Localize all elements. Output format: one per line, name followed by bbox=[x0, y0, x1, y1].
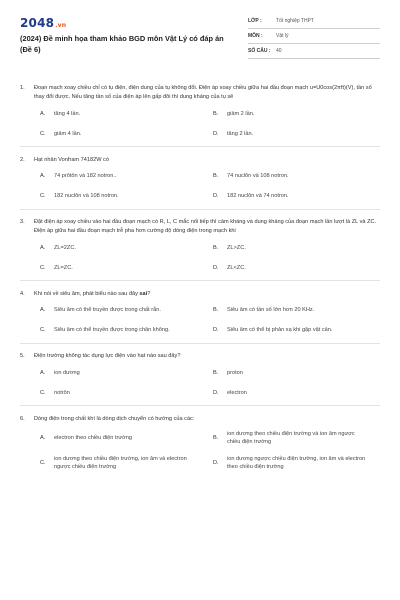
site-logo[interactable] bbox=[20, 16, 66, 30]
option-text: 74 nuclôn và 108 notron. bbox=[227, 173, 289, 180]
question-number: 6. bbox=[20, 415, 25, 422]
question-6 bbox=[20, 415, 380, 472]
answer-option-b[interactable] bbox=[193, 171, 366, 183]
question-number: 1. bbox=[20, 85, 25, 91]
answer-option-b[interactable] bbox=[193, 305, 366, 317]
answer-option-d[interactable] bbox=[193, 325, 366, 337]
question-divider bbox=[20, 280, 380, 281]
meta-value: Tốt nghiệp THPT bbox=[276, 18, 314, 24]
answer-option-d[interactable] bbox=[193, 387, 366, 399]
question-text: Hạt nhân Vonfram 74182W có bbox=[34, 156, 109, 163]
question-text: Dòng điện trong chất khí là dòng dịch chuyển có hướng của các: bbox=[34, 415, 195, 422]
question-divider bbox=[20, 209, 380, 210]
question-text: Điện trường không tác dụng lực điện vào hạt nào sau đây? bbox=[34, 353, 181, 359]
option-letter: C. bbox=[40, 327, 46, 334]
option-letter: C. bbox=[40, 264, 46, 271]
answer-options bbox=[20, 108, 380, 140]
document-header bbox=[20, 14, 380, 69]
option-text: ZL=ZC. bbox=[54, 264, 73, 271]
answer-option-c[interactable] bbox=[20, 191, 193, 203]
option-text: proton bbox=[227, 369, 243, 376]
answer-options bbox=[20, 367, 380, 399]
question-divider bbox=[20, 405, 380, 406]
option-letter: A. bbox=[40, 173, 46, 180]
question-emphasis: sai bbox=[139, 290, 148, 297]
option-letter: D. bbox=[213, 264, 219, 271]
meta-key: SỐ CÂU : bbox=[248, 48, 271, 54]
option-letter: D. bbox=[213, 459, 219, 466]
option-text: ZL>ZC. bbox=[227, 244, 246, 251]
option-text: 182 nuclôn và 108 notron. bbox=[54, 193, 119, 200]
option-text: Siêu âm có thể bị phản xạ khi gặp vật cản. bbox=[227, 327, 333, 334]
question-text-part: Khi nói về siêu âm, phát biểu nào sau đây bbox=[34, 290, 140, 297]
question-text-part: ? bbox=[147, 290, 151, 297]
option-text: Siêu âm có tần số lớn hơn 20 KHz. bbox=[227, 307, 315, 314]
answer-option-a[interactable] bbox=[20, 171, 193, 183]
option-text: ZL=2ZC. bbox=[54, 244, 76, 251]
option-letter: C. bbox=[40, 193, 46, 200]
question-number: 2. bbox=[20, 156, 25, 163]
option-text: tăng 4 lần. bbox=[54, 110, 81, 117]
question-list bbox=[20, 84, 380, 481]
meta-value: Vật lý bbox=[276, 33, 289, 39]
option-letter: D. bbox=[213, 327, 219, 334]
question-4 bbox=[20, 290, 380, 344]
option-text: electron bbox=[227, 389, 247, 396]
question-1 bbox=[20, 84, 380, 147]
question-number: 5. bbox=[20, 353, 25, 359]
option-letter: B. bbox=[213, 173, 219, 180]
option-text: tăng 2 lần. bbox=[227, 130, 254, 137]
option-letter: D. bbox=[213, 130, 219, 137]
option-letter: C. bbox=[40, 389, 46, 396]
meta-row-subject bbox=[248, 29, 380, 44]
question-text: Đoạn mạch xoay chiều chỉ có tụ điện, điện dung của tụ không đổi. Điện áp xoay chiều giữa hai đầu đoạn mạch u=U0cos(2πft)(V), tần số thay đổi được. Nếu tăng tần số của điện áp lên gấp đôi thì dung kháng của tụ sẽ bbox=[34, 85, 372, 100]
option-letter: A. bbox=[40, 110, 46, 117]
answer-options bbox=[20, 305, 380, 337]
answer-option-b[interactable] bbox=[193, 108, 366, 120]
option-letter: A. bbox=[40, 307, 46, 314]
answer-option-a[interactable] bbox=[20, 242, 193, 254]
option-text: giảm 2 lần. bbox=[227, 110, 255, 117]
page-title: (2024) Đề minh họa tham khảo BGD môn Vật Lý có đáp án (Đề 6) bbox=[20, 34, 224, 54]
option-text: notrôn bbox=[54, 389, 70, 396]
option-letter: A. bbox=[40, 434, 46, 441]
answer-option-d[interactable] bbox=[193, 455, 366, 472]
answer-option-b[interactable] bbox=[193, 430, 366, 447]
option-letter: B. bbox=[213, 110, 219, 117]
question-number: 4. bbox=[20, 290, 25, 297]
question-3 bbox=[20, 218, 380, 281]
answer-option-b[interactable] bbox=[193, 242, 366, 254]
answer-option-c[interactable] bbox=[20, 387, 193, 399]
answer-option-d[interactable] bbox=[193, 262, 366, 274]
option-text: Siêu âm có thể truyền được trong chân không. bbox=[54, 327, 170, 334]
meta-value: 40 bbox=[276, 48, 282, 54]
question-divider bbox=[20, 146, 380, 147]
option-letter: B. bbox=[213, 307, 219, 314]
option-text: ion dương ngược chiều điện trường, ion âm và electron theo chiều điện trường bbox=[227, 455, 366, 470]
answer-option-a[interactable] bbox=[20, 108, 193, 120]
option-letter: C. bbox=[40, 130, 46, 137]
option-text: 74 prôtôn và 182 notron.. bbox=[54, 173, 117, 180]
question-text bbox=[34, 290, 380, 299]
meta-key: LỚP : bbox=[248, 18, 262, 24]
answer-option-d[interactable] bbox=[193, 128, 366, 140]
option-letter: C. bbox=[40, 459, 46, 466]
option-text: ion dương theo chiều điện trường và ion âm ngược chiều điện trường bbox=[227, 430, 355, 445]
meta-row-count bbox=[248, 44, 380, 59]
meta-row-class bbox=[248, 14, 380, 29]
option-text: ion dương theo chiều điện trường, ion âm và electron ngược chiều điện trường bbox=[54, 455, 187, 470]
question-text: Đặt điện áp xoay chiều vào hai đầu đoạn mạch có R, L, C mắc nối tiếp thì cảm kháng và dung kháng của đoạn mạch lần lượt là ZL và ZC. Điện áp giữa hai đầu đoạn mạch trễ pha hơn cường độ dòng điện trong mạch khi bbox=[34, 219, 377, 234]
question-5 bbox=[20, 352, 380, 406]
option-text: 182 nuclôn và 74 notron. bbox=[227, 193, 289, 200]
meta-key: MÔN : bbox=[248, 33, 263, 39]
option-letter: D. bbox=[213, 389, 219, 396]
option-text: electron theo chiều điện trường bbox=[54, 434, 133, 441]
option-letter: A. bbox=[40, 244, 46, 251]
answer-option-b[interactable] bbox=[193, 367, 366, 379]
answer-options bbox=[20, 171, 380, 203]
question-2 bbox=[20, 156, 380, 210]
answer-option-a[interactable] bbox=[20, 367, 193, 379]
answer-option-d[interactable] bbox=[193, 191, 366, 203]
answer-options bbox=[20, 242, 380, 274]
option-letter: B. bbox=[213, 434, 219, 441]
question-divider bbox=[20, 343, 380, 344]
answer-option-c[interactable] bbox=[20, 325, 193, 337]
answer-options bbox=[20, 430, 380, 472]
question-number: 3. bbox=[20, 219, 25, 225]
option-letter: B. bbox=[213, 369, 219, 376]
option-letter: B. bbox=[213, 244, 219, 251]
option-text: Siêu âm có thể truyền được trong chất rắn. bbox=[54, 307, 161, 314]
option-text: giảm 4 lần. bbox=[54, 130, 82, 137]
answer-option-a[interactable] bbox=[20, 430, 193, 447]
answer-option-c[interactable] bbox=[20, 455, 193, 472]
option-letter: D. bbox=[213, 193, 219, 200]
exam-meta-table bbox=[248, 14, 380, 59]
logo-text: 2048 bbox=[20, 16, 55, 30]
answer-option-a[interactable] bbox=[20, 305, 193, 317]
option-text: ZL<ZC. bbox=[227, 264, 246, 271]
option-text: ion dương bbox=[54, 369, 80, 376]
option-letter: A. bbox=[40, 369, 46, 376]
answer-option-c[interactable] bbox=[20, 128, 193, 140]
answer-option-c[interactable] bbox=[20, 262, 193, 274]
logo-suffix: .vn bbox=[55, 22, 67, 29]
